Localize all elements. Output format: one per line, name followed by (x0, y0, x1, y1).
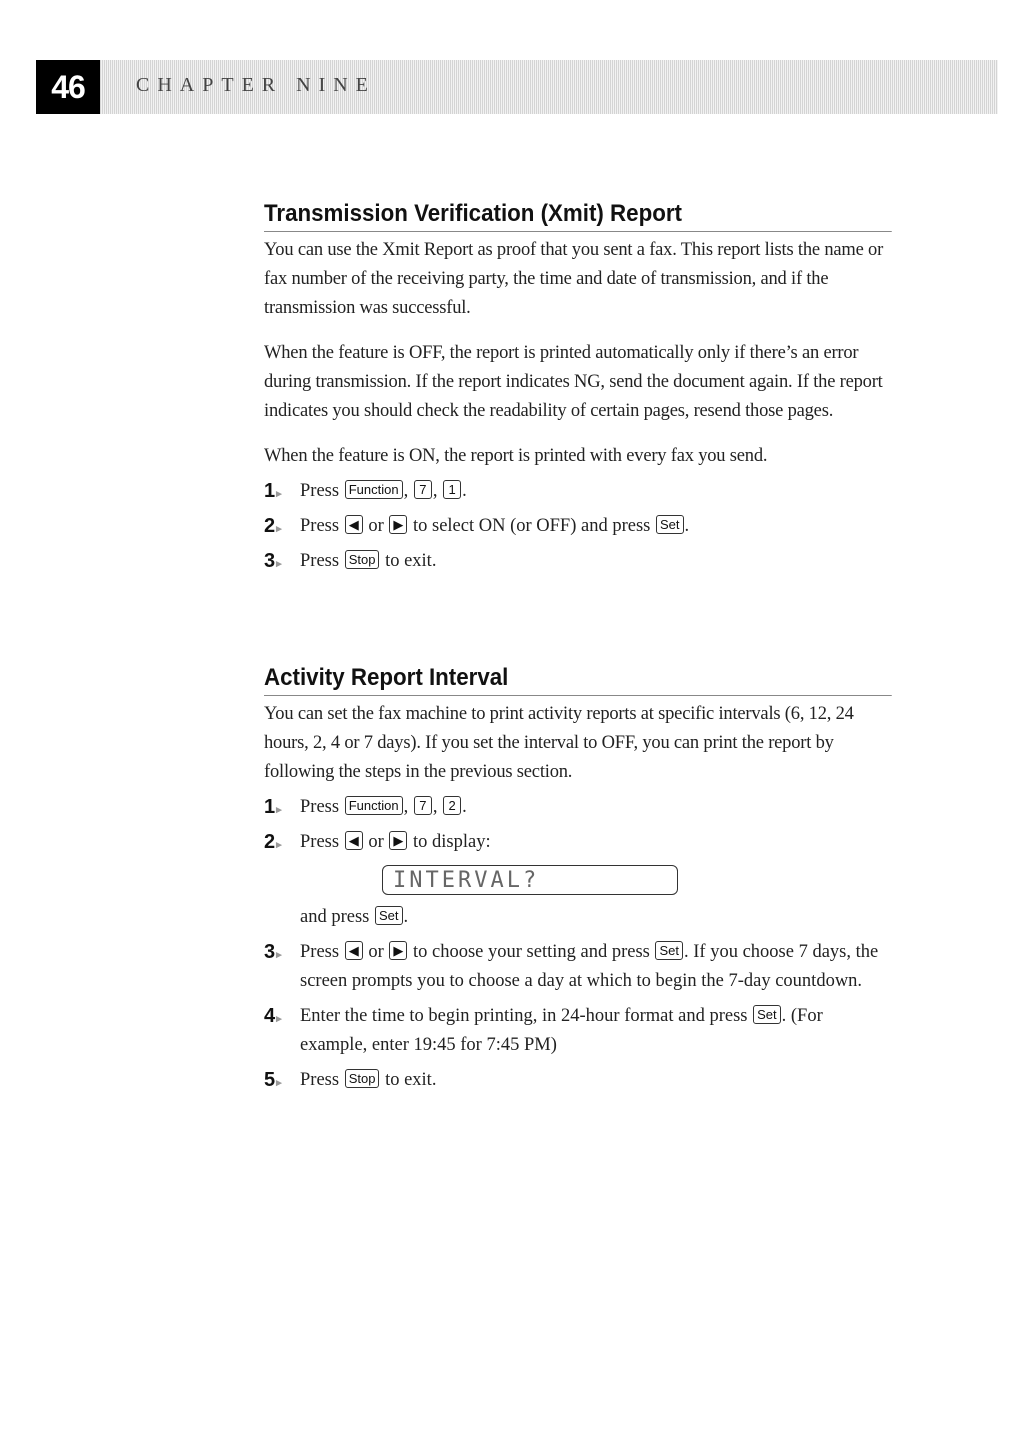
left-arrow-key-icon: ◀ (345, 515, 363, 534)
xmit-para-3: When the feature is ON, the report is printed with every fax you send. (264, 446, 768, 466)
activity-para-1: You can set the fax machine to print activity reports at specific intervals (6, 12, 24 hours, 2, 4 or 7 days). If you set the interval to OFF, you can print the report by following the steps in the previous section. (264, 704, 854, 782)
chapter-header-band (36, 60, 998, 114)
set-key-icon: Set (753, 1005, 781, 1024)
xmit-para-2: When the feature is OFF, the report is printed automatically only if there’s an error during transmission. If the report indicates NG, send the document again. If the report indicates you should check the readability of certain pages, resend those pages. (264, 343, 883, 421)
set-key-icon: Set (656, 515, 684, 534)
activity-step-4: 4 ▸ Enter the time to begin printing, in 24-hour format and press Set . (For example, enter 19:45 for 7:45 PM) (264, 1002, 892, 1060)
step-number: 2 ▸ (264, 512, 282, 544)
left-arrow-key-icon: ◀ (345, 941, 363, 960)
function-key-icon: Function (345, 480, 403, 499)
step-number: 4 ▸ (264, 1002, 282, 1034)
right-arrow-key-icon: ▶ (389, 831, 407, 850)
right-arrow-key-icon: ▶ (389, 515, 407, 534)
and-press-line: and press Set . (300, 907, 409, 927)
step-number: 1 ▸ (264, 477, 282, 509)
chapter-label: CHAPTER NINE (136, 74, 376, 96)
xmit-step-1: 1 ▸ Press Function , 7 , 1 . (264, 477, 892, 506)
set-key-icon: Set (655, 941, 683, 960)
stop-key-icon: Stop (345, 550, 380, 569)
step-number: 3 ▸ (264, 547, 282, 579)
number-key-icon: 7 (414, 480, 432, 499)
step-number: 2 ▸ (264, 828, 282, 860)
xmit-step-3: 3 ▸ Press Stop to exit. (264, 547, 892, 576)
right-arrow-key-icon: ▶ (389, 941, 407, 960)
stop-key-icon: Stop (345, 1069, 380, 1088)
activity-step-1: 1 ▸ Press Function , 7 , 2 . (264, 793, 892, 822)
activity-report-heading: Activity Report Interval (264, 664, 892, 696)
xmit-step-2: 2 ▸ Press ◀ or ▶ to select ON (or OFF) and press Set . (264, 512, 892, 541)
activity-step-2: 2 ▸ Press ◀ or ▶ to display: (264, 828, 892, 857)
xmit-report-heading: Transmission Verification (Xmit) Report (264, 200, 892, 232)
step-number: 5 ▸ (264, 1066, 282, 1098)
set-key-icon: Set (375, 906, 403, 925)
number-key-icon: 7 (414, 796, 432, 815)
xmit-para-1: You can use the Xmit Report as proof that you sent a fax. This report lists the name or fax number of the receiving party, the time and date of transmission, and if the transmission was successful. (264, 240, 884, 318)
left-arrow-key-icon: ◀ (345, 831, 363, 850)
activity-step-3: 3 ▸ Press ◀ or ▶ to choose your setting and press Set . If you choose 7 days, the screen prompts you to choose a day at which to begin the 7-day countdown. (264, 938, 892, 996)
page-number: 46 (36, 60, 100, 114)
number-key-icon: 2 (443, 796, 461, 815)
lcd-display: INTERVAL? (382, 865, 678, 895)
function-key-icon: Function (345, 796, 403, 815)
activity-report-section (264, 664, 892, 1095)
xmit-report-section (264, 200, 892, 576)
step-number: 1 ▸ (264, 793, 282, 825)
activity-step-5: 5 ▸ Press Stop to exit. (264, 1066, 892, 1095)
number-key-icon: 1 (443, 480, 461, 499)
step-number: 3 ▸ (264, 938, 282, 970)
